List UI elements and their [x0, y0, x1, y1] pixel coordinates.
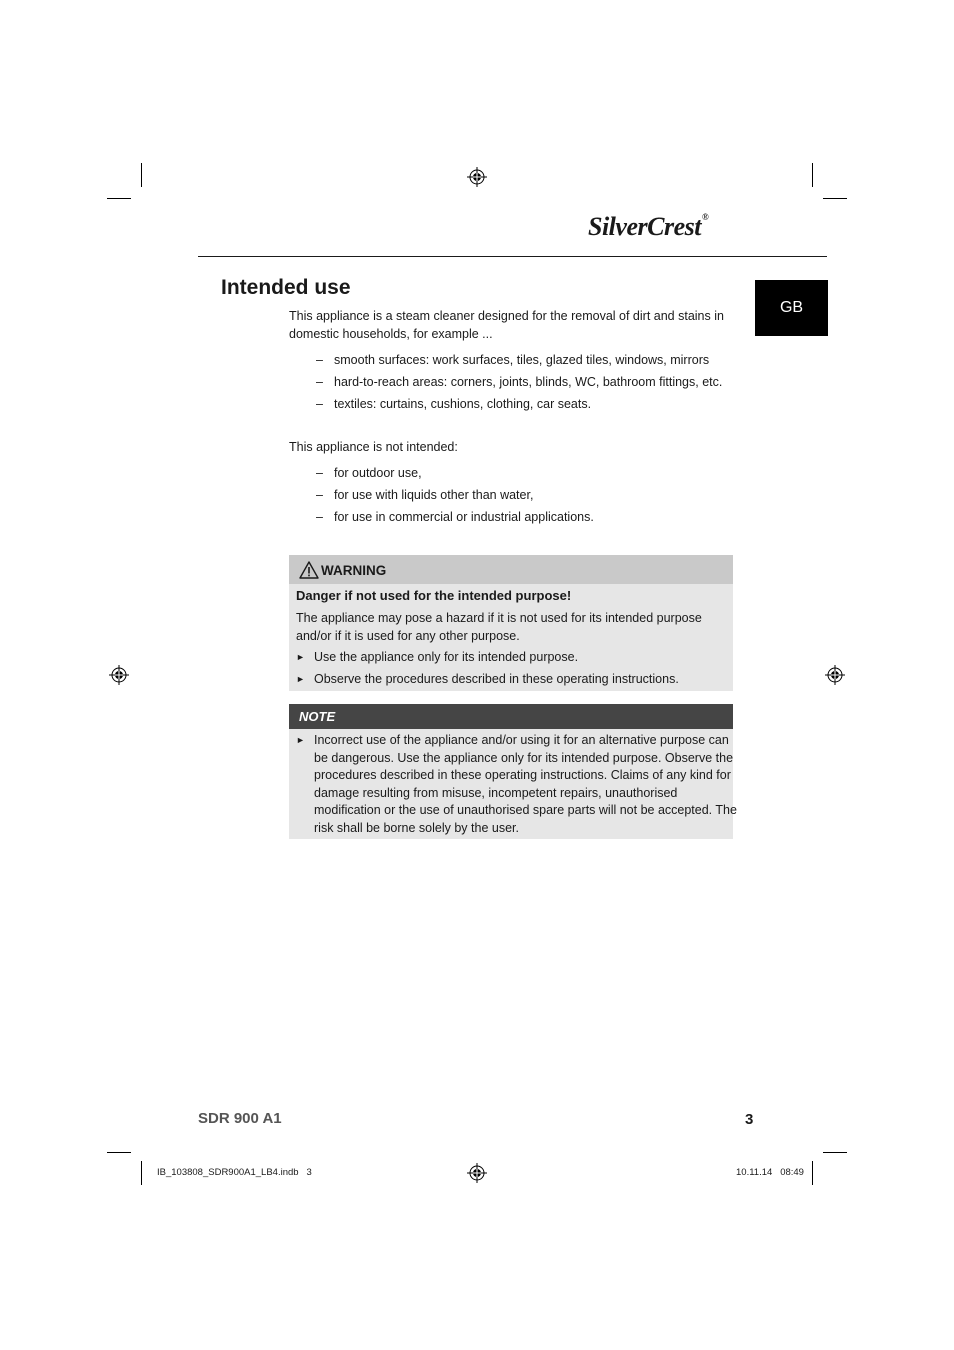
list-item-text: Use the appliance only for its intended purpose.: [314, 650, 579, 664]
crop-mark: [107, 1152, 131, 1153]
dash-bullet: –: [316, 488, 323, 502]
list-item: [296, 671, 679, 693]
registration-mark-icon: [825, 665, 845, 685]
intro-paragraph: This appliance is a steam cleaner designed for the removal of dirt and stains in domestic households, for example ...: [289, 309, 724, 341]
dash-bullet: –: [316, 397, 323, 411]
crop-mark: [812, 1161, 813, 1185]
list-item: [316, 465, 594, 487]
list-item: [316, 487, 594, 509]
list-item: [316, 374, 722, 396]
print-slug-date: 10.11.14 08:49: [736, 1167, 804, 1178]
note-text: Incorrect use of the appliance and/or using it for an alternative purpose can be dangerous. Use the appliance only for its intended purpose. Observe the procedures described in these operating instructions. Claims of any kind for damage resulting from misuse, incompetent repairs, unauthorised modification or the use of unauthorised spare parts will not be accepted. The risk shall be borne solely by the user.: [314, 733, 737, 835]
header-divider: [198, 256, 827, 257]
note-box: [289, 704, 737, 839]
warning-header: [289, 555, 733, 584]
list-item-text: smooth surfaces: work surfaces, tiles, glazed tiles, windows, mirrors: [334, 353, 710, 367]
arrow-bullet-icon: ►: [296, 735, 305, 745]
list-item-text: for use with liquids other than water,: [334, 488, 534, 502]
registration-mark-icon: [467, 1163, 487, 1183]
warning-triangle-icon: [299, 561, 319, 579]
warning-instructions: [296, 649, 679, 693]
warning-label: WARNING: [321, 563, 387, 578]
dash-bullet: –: [316, 353, 323, 367]
warning-subtitle: Danger if not used for the intended purpose!: [296, 588, 572, 603]
arrow-bullet-icon: ►: [296, 652, 305, 662]
crop-mark: [823, 1152, 847, 1153]
print-slug-file: IB_103808_SDR900A1_LB4.indb 3: [157, 1167, 312, 1178]
list-item-text: for outdoor use,: [334, 466, 422, 480]
list-item-text: for use in commercial or industrial applications.: [334, 510, 594, 524]
not-intended-list: [316, 465, 594, 531]
warning-text: The appliance may pose a hazard if it is not used for its intended purpose and/or if it is used for any other purpose.: [296, 611, 702, 643]
language-tab: GB: [755, 280, 828, 336]
page-number: 3: [745, 1111, 754, 1128]
list-item-text: hard-to-reach areas: corners, joints, blinds, WC, bathroom fittings, etc.: [334, 375, 723, 389]
crop-mark: [141, 1161, 142, 1185]
list-item: [296, 649, 679, 671]
crop-mark: [141, 163, 142, 187]
intended-use-list: [316, 352, 722, 418]
crop-mark: [823, 198, 847, 199]
dash-bullet: –: [316, 375, 323, 389]
note-label: NOTE: [299, 709, 336, 724]
note-header: [289, 704, 733, 729]
brand-logo: [588, 212, 708, 242]
crop-mark: [812, 163, 813, 187]
warning-box: [289, 555, 733, 691]
page-title: Intended use: [221, 276, 351, 299]
not-intended-intro: This appliance is not intended:: [289, 440, 458, 454]
list-item: [316, 396, 722, 418]
list-item-text: Observe the procedures described in these operating instructions.: [314, 672, 679, 686]
model-number: SDR 900 A1: [198, 1110, 282, 1127]
note-item: [296, 732, 739, 837]
dash-bullet: –: [316, 466, 323, 480]
brand-name: SilverCrest: [588, 212, 701, 241]
list-item-text: textiles: curtains, cushions, clothing, car seats.: [334, 397, 592, 411]
registered-mark: ®: [701, 212, 709, 222]
list-item: [316, 352, 722, 374]
dash-bullet: –: [316, 510, 323, 524]
registration-mark-icon: [467, 167, 487, 187]
registration-mark-icon: [109, 665, 129, 685]
arrow-bullet-icon: ►: [296, 674, 305, 684]
crop-mark: [107, 198, 131, 199]
list-item: [316, 509, 594, 531]
